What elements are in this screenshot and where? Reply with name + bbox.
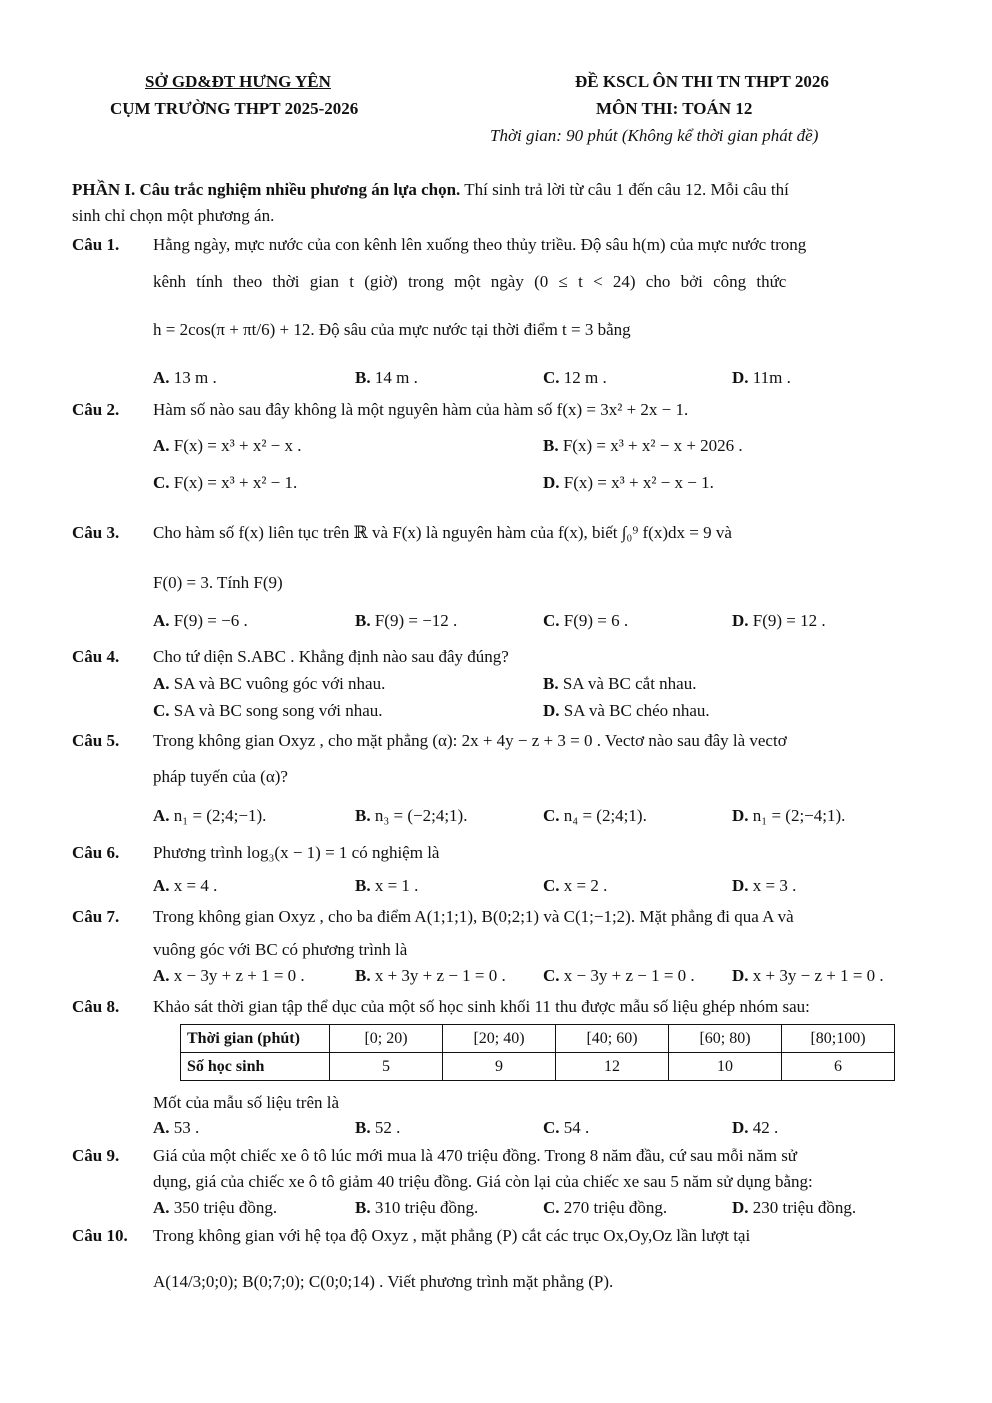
question-text: kênh tính theo thời gian t (giờ) trong một ngày (0 ≤ t < 24) cho bởi công thức	[153, 272, 787, 291]
option-label: D.	[543, 473, 560, 492]
table-cell: [20; 40)	[443, 1025, 556, 1053]
section-intro	[72, 180, 789, 200]
table-cell: 6	[782, 1053, 895, 1081]
question-text: Hàm số nào sau đây không là một nguyên hàm của hàm số f(x) = 3x² + 2x − 1.	[153, 400, 689, 419]
option-label: B.	[355, 876, 371, 895]
option-c[interactable]	[153, 701, 383, 721]
option-label: C.	[543, 1118, 560, 1137]
table-header-cell: Số học sinh	[181, 1053, 330, 1081]
option-c[interactable]	[543, 966, 695, 986]
exam-subject: MÔN THI: TOÁN 12	[596, 99, 753, 118]
option-b[interactable]	[543, 436, 743, 456]
table-row	[181, 1025, 895, 1053]
option-label: B.	[355, 966, 371, 985]
question-text: Trong không gian Oxyz , cho mặt phẳng (α): 2x + 4y − z + 3 = 0 . Vectơ nào sau đây là vectơ	[153, 731, 787, 750]
frequency-table	[180, 1024, 895, 1081]
table-header-cell: Thời gian (phút)	[181, 1025, 330, 1053]
option-a[interactable]	[153, 436, 302, 456]
question-label: Câu 5.	[72, 731, 120, 750]
question-formula-line: h = 2cos(π + πt/6) + 12. Độ sâu của mực nước tại thời điểm t = 3 bằng	[153, 320, 631, 339]
section-title: PHẦN I. Câu trắc nghiệm nhiều phương án lựa chọn.	[72, 180, 461, 199]
option-text: F(9) = −12 .	[374, 611, 458, 630]
section-instruction-cont: sinh chỉ chọn một phương án.	[72, 206, 275, 225]
option-text: 310 triệu đồng.	[374, 1198, 479, 1217]
option-label: D.	[732, 368, 749, 387]
option-label: A.	[153, 876, 170, 895]
question-text: dụng, giá của chiếc xe ô tô giảm 40 triệu đồng. Giá còn lại của chiếc xe sau 5 năm sử dụng bằng:	[153, 1172, 813, 1191]
option-d[interactable]	[543, 473, 714, 493]
option-text: 230 triệu đồng.	[752, 1198, 857, 1217]
option-text: F(9) = 6 .	[563, 611, 629, 630]
option-d[interactable]	[732, 368, 791, 388]
question-text: Mốt của mẫu số liệu trên là	[153, 1093, 340, 1112]
option-text: 12 m .	[563, 368, 607, 387]
question-label: Câu 1.	[72, 235, 120, 254]
option-d[interactable]	[732, 966, 884, 986]
section-instruction: Thí sinh trả lời từ câu 1 đến câu 12. Mỗi câu thí	[460, 180, 789, 199]
option-text: 350 triệu đồng.	[173, 1198, 278, 1217]
option-label: A.	[153, 368, 170, 387]
option-label: A.	[153, 1198, 170, 1217]
option-b[interactable]	[355, 806, 467, 826]
option-c[interactable]	[543, 368, 607, 388]
option-label: D.	[732, 1198, 749, 1217]
option-a[interactable]	[153, 806, 266, 826]
option-a[interactable]	[153, 1198, 277, 1218]
question-text: Hằng ngày, mực nước của con kênh lên xuống theo thủy triều. Độ sâu h(m) của mực nước trong	[153, 235, 807, 254]
option-b[interactable]	[355, 368, 418, 388]
option-c[interactable]	[543, 806, 647, 826]
option-label: D.	[732, 611, 749, 630]
option-text: n₁ = (2;−4;1).	[752, 806, 846, 825]
question-text: F(0) = 3. Tính F(9)	[153, 573, 283, 592]
option-text: x + 3y + z − 1 = 0 .	[374, 966, 506, 985]
question-text: vuông góc với BC có phương trình là	[153, 940, 408, 959]
option-text: x = 4 .	[173, 876, 218, 895]
question-text: A(14/3;0;0); B(0;7;0); C(0;0;14) . Viết phương trình mặt phẳng (P).	[153, 1272, 614, 1291]
option-d[interactable]	[732, 1198, 856, 1218]
exam-title: ĐỀ KSCL ÔN THI TN THPT 2026	[575, 72, 829, 91]
option-a[interactable]	[153, 966, 305, 986]
option-label: C.	[543, 368, 560, 387]
table-cell: 10	[669, 1053, 782, 1081]
question-label: Câu 7.	[72, 907, 120, 926]
option-text: n₁ = (2;4;−1).	[173, 806, 267, 825]
option-text: 54 .	[563, 1118, 590, 1137]
question-text: Khảo sát thời gian tập thể dục của một số học sinh khối 11 thu được mẫu số liệu ghép nhóm sau:	[153, 997, 810, 1016]
question-label: Câu 2.	[72, 400, 120, 419]
option-text: 53 .	[173, 1118, 200, 1137]
option-c[interactable]	[153, 473, 297, 493]
option-label: D.	[543, 701, 560, 720]
option-a[interactable]	[153, 611, 248, 631]
option-d[interactable]	[732, 611, 826, 631]
question-label: Câu 6.	[72, 843, 120, 862]
question-text: pháp tuyến của (α)?	[153, 767, 288, 786]
question-text: Trong không gian Oxyz , cho ba điểm A(1;1;1), B(0;2;1) và C(1;−1;2). Mặt phẳng đi qua A và	[153, 907, 794, 926]
option-label: A.	[153, 806, 170, 825]
table-row	[181, 1053, 895, 1081]
option-a[interactable]	[153, 1118, 199, 1138]
option-text: F(x) = x³ + x² − x − 1.	[563, 473, 714, 492]
option-label: B.	[355, 806, 371, 825]
option-text: F(x) = x³ + x² − x + 2026 .	[562, 436, 743, 455]
option-label: A.	[153, 1118, 170, 1137]
option-label: C.	[153, 473, 170, 492]
table-cell: [80;100)	[782, 1025, 895, 1053]
option-text: SA và BC song song với nhau.	[173, 701, 383, 720]
option-text: 13 m .	[173, 368, 217, 387]
question-label: Câu 4.	[72, 647, 120, 666]
option-text: n₄ = (2;4;1).	[563, 806, 647, 825]
option-text: SA và BC vuông góc với nhau.	[173, 674, 386, 693]
option-d[interactable]	[543, 701, 710, 721]
school-cluster: CỤM TRƯỜNG THPT 2025-2026	[110, 99, 359, 118]
option-b[interactable]	[355, 1198, 478, 1218]
option-b[interactable]	[355, 966, 506, 986]
option-d[interactable]	[732, 806, 845, 826]
option-text: F(x) = x³ + x² − 1.	[173, 473, 298, 492]
option-label: C.	[543, 611, 560, 630]
option-text: 42 .	[752, 1118, 779, 1137]
option-c[interactable]	[543, 876, 607, 896]
option-b[interactable]	[355, 611, 457, 631]
option-text: x − 3y + z − 1 = 0 .	[563, 966, 695, 985]
option-label: C.	[543, 1198, 560, 1217]
option-label: B.	[355, 1118, 371, 1137]
table-cell: [0; 20)	[330, 1025, 443, 1053]
option-label: B.	[543, 674, 559, 693]
question-text: Giá của một chiếc xe ô tô lúc mới mua là 470 triệu đồng. Trong 8 năm đầu, cứ sau mỗi năm sử	[153, 1146, 798, 1165]
question-text: Cho hàm số f(x) liên tục trên ℝ và F(x) là nguyên hàm của f(x), biết ∫₀⁹ f(x)dx = 9 và	[153, 523, 732, 542]
option-label: A.	[153, 436, 170, 455]
option-text: 270 triệu đồng.	[563, 1198, 668, 1217]
option-text: F(9) = 12 .	[752, 611, 826, 630]
option-c[interactable]	[543, 1118, 589, 1138]
option-a[interactable]	[153, 876, 217, 896]
option-c[interactable]	[543, 1198, 667, 1218]
option-label: C.	[543, 966, 560, 985]
option-d[interactable]	[732, 876, 796, 896]
option-label: A.	[153, 611, 170, 630]
option-text: 14 m .	[374, 368, 418, 387]
question-label: Câu 10.	[72, 1226, 128, 1245]
table-cell: 5	[330, 1053, 443, 1081]
table-cell: 12	[556, 1053, 669, 1081]
option-c[interactable]	[543, 611, 628, 631]
question-text: Cho tứ diện S.ABC . Khẳng định nào sau đây đúng?	[153, 647, 509, 666]
option-text: SA và BC chéo nhau.	[563, 701, 710, 720]
exam-duration: Thời gian: 90 phút (Không kể thời gian phát đề)	[490, 126, 819, 145]
option-label: A.	[153, 674, 170, 693]
option-a[interactable]	[153, 674, 385, 694]
option-text: n₃ = (−2;4;1).	[374, 806, 468, 825]
question-label: Câu 9.	[72, 1146, 120, 1165]
option-label: C.	[153, 701, 170, 720]
option-label: D.	[732, 1118, 749, 1137]
option-text: x − 3y + z + 1 = 0 .	[173, 966, 305, 985]
option-label: B.	[355, 1198, 371, 1217]
option-label: C.	[543, 876, 560, 895]
option-text: 11m .	[752, 368, 791, 387]
question-text: Phương trình log₃(x − 1) = 1 có nghiệm là	[153, 843, 440, 862]
option-b[interactable]	[355, 1118, 400, 1138]
option-label: A.	[153, 966, 170, 985]
option-label: D.	[732, 806, 749, 825]
option-text: x + 3y − z + 1 = 0 .	[752, 966, 884, 985]
option-b[interactable]	[355, 876, 418, 896]
option-text: x = 1 .	[374, 876, 419, 895]
option-label: B.	[543, 436, 559, 455]
option-text: SA và BC cắt nhau.	[562, 674, 697, 693]
option-text: x = 2 .	[563, 876, 608, 895]
question-label: Câu 8.	[72, 997, 120, 1016]
option-text: 52 .	[374, 1118, 401, 1137]
option-text: F(x) = x³ + x² − x .	[173, 436, 302, 455]
table-cell: 9	[443, 1053, 556, 1081]
school-dept: SỞ GD&ĐT HƯNG YÊN	[145, 72, 331, 91]
option-b[interactable]	[543, 674, 696, 694]
option-a[interactable]	[153, 368, 217, 388]
table-cell: [40; 60)	[556, 1025, 669, 1053]
option-label: D.	[732, 966, 749, 985]
question-label: Câu 3.	[72, 523, 120, 542]
option-label: B.	[355, 368, 371, 387]
option-text: x = 3 .	[752, 876, 797, 895]
option-label: D.	[732, 876, 749, 895]
table-cell: [60; 80)	[669, 1025, 782, 1053]
option-label: B.	[355, 611, 371, 630]
option-d[interactable]	[732, 1118, 778, 1138]
question-text: Trong không gian với hệ tọa độ Oxyz , mặt phẳng (P) cắt các trục Ox,Oy,Oz lần lượt tại	[153, 1226, 751, 1245]
option-text: F(9) = −6 .	[173, 611, 248, 630]
option-label: C.	[543, 806, 560, 825]
